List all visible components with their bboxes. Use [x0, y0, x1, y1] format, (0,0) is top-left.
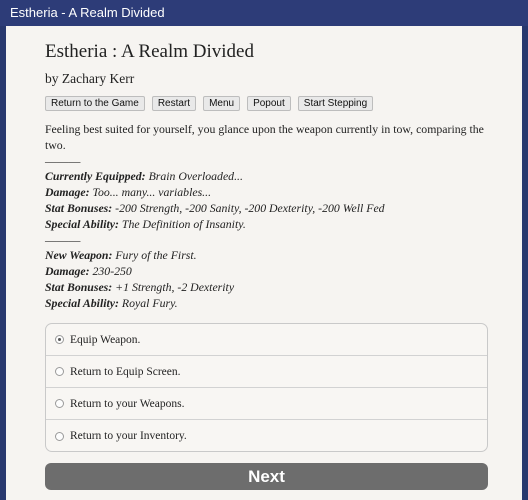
page-title: Estheria : A Realm Divided [45, 41, 254, 62]
game-page [6, 26, 522, 500]
choice-list [45, 323, 488, 452]
start-stepping-button[interactable]: Start Stepping [298, 96, 373, 111]
popout-button[interactable]: Popout [247, 96, 291, 111]
divider: ——— [45, 232, 81, 247]
choice-label: Return to Equip Screen. [70, 365, 181, 378]
next-button[interactable]: Next [45, 463, 488, 490]
stat-label: Damage: [45, 185, 90, 200]
current-equipped-line [45, 169, 487, 185]
stat-value: -200 Strength, -200 Sanity, -200 Dexterity, -200 Well Fed [112, 200, 385, 215]
choice-label: Equip Weapon. [70, 333, 141, 346]
passage-text [45, 122, 487, 312]
radio-icon[interactable] [55, 399, 64, 408]
divider: ——— [45, 153, 81, 168]
stat-value: 230-250 [89, 264, 132, 279]
toolbar [45, 96, 373, 111]
stat-value: Royal Fury. [118, 295, 178, 310]
stat-value: Brain Overloaded... [145, 169, 243, 184]
radio-icon[interactable] [55, 367, 64, 376]
stat-label: Damage: [45, 264, 90, 279]
stat-value: The Definition of Insanity. [118, 216, 246, 231]
stat-label: Stat Bonuses: [45, 200, 113, 215]
new-ability-line [45, 296, 487, 312]
stat-value: Too... many... variables... [89, 185, 212, 200]
choice-return-inventory[interactable] [46, 420, 487, 452]
restart-button[interactable]: Restart [152, 96, 196, 111]
author-byline: by Zachary Kerr [45, 71, 135, 86]
radio-selected-icon[interactable] [55, 335, 64, 344]
choice-return-weapons[interactable] [46, 388, 487, 420]
stat-label: New Weapon: [45, 248, 113, 263]
stat-value: Fury of the First. [112, 248, 197, 263]
stat-label: Currently Equipped: [45, 169, 146, 184]
new-weapon-line [45, 248, 487, 264]
menu-button[interactable]: Menu [203, 96, 240, 111]
current-ability-line [45, 217, 487, 233]
choice-label: Return to your Weapons. [70, 397, 185, 410]
window-title: Estheria - A Realm Divided [0, 0, 528, 26]
new-damage-line [45, 264, 487, 280]
choice-label: Return to your Inventory. [70, 430, 187, 442]
current-damage-line [45, 185, 487, 201]
return-to-game-button[interactable]: Return to the Game [45, 96, 145, 111]
stat-value: +1 Strength, -2 Dexterity [112, 279, 235, 294]
radio-icon[interactable] [55, 432, 64, 441]
stat-label: Special Ability: [45, 295, 119, 310]
stat-label: Special Ability: [45, 216, 119, 231]
stat-label: Stat Bonuses: [45, 279, 113, 294]
current-stats-line [45, 201, 487, 217]
choice-return-equip-screen[interactable] [46, 356, 487, 388]
passage-intro: Feeling best suited for yourself, you glance upon the weapon currently in tow, comparing the two. [45, 122, 484, 152]
choice-equip-weapon[interactable] [46, 324, 487, 356]
new-stats-line [45, 280, 487, 296]
